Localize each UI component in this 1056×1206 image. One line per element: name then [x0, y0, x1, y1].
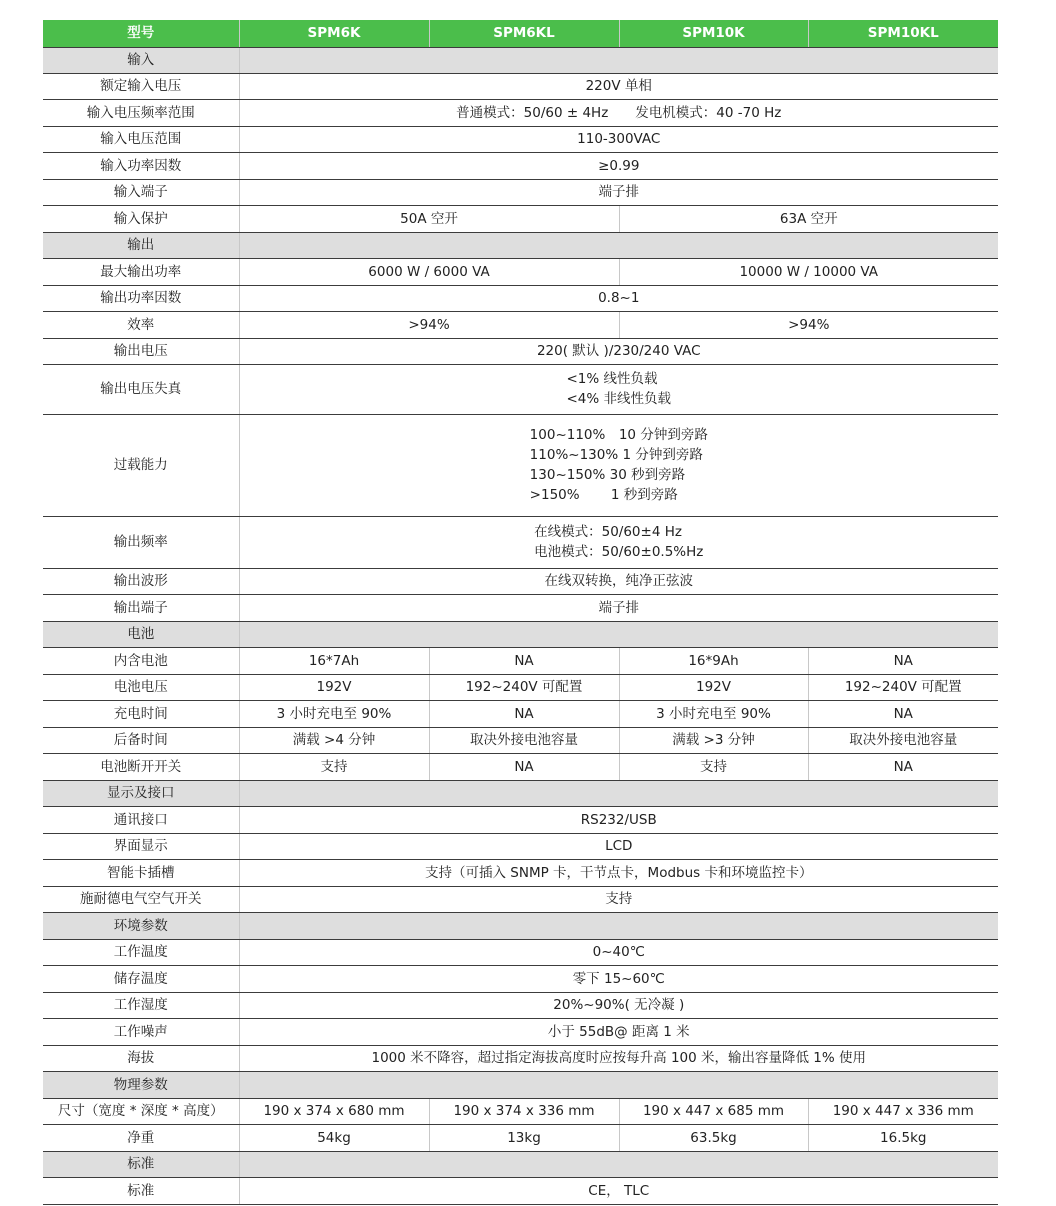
spec-row — [43, 727, 998, 753]
spec-value — [619, 674, 808, 700]
spec-value — [239, 594, 998, 621]
spec-value — [239, 1045, 998, 1071]
spec-value-line: 54kg — [317, 1129, 351, 1146]
spec-value — [239, 516, 998, 568]
spec-value — [239, 258, 619, 285]
spec-row — [43, 126, 998, 152]
spec-value-line: 63A 空开 — [779, 210, 838, 227]
spec-value-text — [244, 810, 995, 830]
section-title: 标准 — [43, 1151, 239, 1177]
spec-value — [239, 833, 998, 859]
spec-value — [808, 700, 998, 727]
spec-row — [43, 859, 998, 886]
spec-value-text — [624, 262, 995, 282]
spec-label: 输出频率 — [43, 516, 239, 568]
spec-value-line: 16*7Ah — [308, 652, 360, 669]
spec-value-text — [244, 288, 995, 308]
spec-value — [239, 364, 998, 414]
section-fill — [239, 912, 998, 939]
spec-value — [808, 674, 998, 700]
spec-value-text — [530, 425, 708, 505]
spec-label: 尺寸（宽度 * 深度 * 高度） — [43, 1098, 239, 1124]
spec-row — [43, 594, 998, 621]
spec-value-line: NA — [893, 758, 913, 775]
spec-value-text — [813, 1128, 995, 1148]
spec-value-text — [813, 757, 995, 777]
spec-value-line: NA — [514, 705, 534, 722]
spec-value-text — [244, 969, 995, 989]
spec-value — [619, 1124, 808, 1151]
spec-value-text — [244, 889, 995, 909]
spec-row — [43, 1124, 998, 1151]
spec-value-line: NA — [514, 758, 534, 775]
spec-label: 输入功率因数 — [43, 152, 239, 179]
spec-label: 通讯接口 — [43, 806, 239, 833]
spec-value — [239, 99, 998, 126]
section-fill — [239, 621, 998, 647]
spec-row — [43, 258, 998, 285]
spec-row — [43, 568, 998, 594]
spec-value-line: 110-300VAC — [577, 131, 661, 147]
spec-value-text — [244, 315, 615, 335]
spec-value-line: 端子排 — [598, 184, 639, 200]
spec-value-text — [244, 129, 995, 149]
spec-table-body — [43, 20, 998, 1204]
spec-value-text — [244, 863, 995, 883]
spec-value-line: 取决外接电池容量 — [470, 732, 578, 748]
section-fill — [239, 232, 998, 258]
spec-value-text — [624, 730, 804, 750]
spec-value-text — [813, 730, 995, 750]
spec-value-line: 63.5kg — [690, 1129, 737, 1146]
spec-label: 输入电压范围 — [43, 126, 239, 152]
spec-value-line: 满载 >4 分钟 — [292, 732, 376, 748]
spec-value-line: NA — [514, 652, 534, 669]
spec-row — [43, 516, 998, 568]
spec-value-line: <4% 非线性负载 — [566, 391, 672, 407]
section-fill — [239, 1071, 998, 1098]
spec-row — [43, 311, 998, 338]
spec-value-line: 190 x 447 x 336 mm — [832, 1103, 974, 1119]
spec-value-text — [244, 156, 995, 176]
spec-value-text — [624, 1128, 804, 1148]
spec-value — [239, 806, 998, 833]
section-title: 显示及接口 — [43, 780, 239, 806]
spec-value-line: 零下 15~60℃ — [572, 970, 665, 987]
spec-value-text — [244, 1022, 995, 1042]
spec-value — [239, 674, 429, 700]
spec-value-text — [244, 209, 615, 229]
spec-value-line: 小于 55dB@ 距离 1 米 — [547, 1023, 690, 1040]
spec-table — [43, 20, 998, 1205]
spec-value-line: 支持 — [320, 758, 348, 775]
header-model-label: 型号 — [43, 20, 239, 47]
spec-value-text — [244, 1181, 995, 1201]
spec-row — [43, 179, 998, 205]
spec-value-line: 满载 >3 分钟 — [672, 732, 755, 748]
spec-value-text — [624, 704, 804, 724]
spec-label: 工作湿度 — [43, 992, 239, 1018]
section-fill — [239, 780, 998, 806]
spec-label: 过载能力 — [43, 414, 239, 516]
spec-label: 智能卡插槽 — [43, 859, 239, 886]
spec-label: 标准 — [43, 1177, 239, 1204]
spec-label: 输出波形 — [43, 568, 239, 594]
spec-value-line: CE， TLC — [588, 1182, 650, 1199]
spec-row — [43, 1098, 998, 1124]
spec-value-line: >94% — [408, 316, 450, 333]
spec-value-line: 在线模式：50/60±4 Hz — [534, 524, 682, 540]
spec-value-text — [434, 1128, 615, 1148]
spec-label: 输出功率因数 — [43, 285, 239, 311]
spec-value — [619, 1098, 808, 1124]
spec-value — [429, 1098, 619, 1124]
spec-value — [239, 1177, 998, 1204]
spec-value — [239, 1098, 429, 1124]
spec-row — [43, 414, 998, 516]
spec-value — [619, 258, 998, 285]
spec-value-text — [434, 1101, 615, 1121]
spec-value-line: 0~40℃ — [592, 944, 645, 960]
spec-value-text — [813, 704, 995, 724]
spec-value-text — [244, 103, 995, 123]
spec-value-text — [813, 651, 995, 671]
spec-value-line: 取决外接电池容量 — [849, 732, 958, 748]
spec-value-line: 支持（可插入 SNMP 卡，干节点卡，Modbus 卡和环境监控卡） — [425, 864, 813, 881]
spec-value-line: 端子排 — [598, 599, 639, 616]
spec-value-line: 192~240V 可配置 — [465, 679, 583, 695]
spec-row — [43, 833, 998, 859]
spec-value — [239, 647, 429, 674]
section-row — [43, 780, 998, 806]
spec-value-text — [244, 571, 995, 591]
spec-value-line: 100~110% 10 分钟到旁路 — [529, 427, 708, 443]
section-row — [43, 47, 998, 73]
spec-value-line: 192V — [316, 679, 352, 695]
spec-row — [43, 99, 998, 126]
spec-value-text — [244, 651, 425, 671]
section-title: 物理参数 — [43, 1071, 239, 1098]
spec-value — [808, 1098, 998, 1124]
section-row — [43, 1151, 998, 1177]
spec-value — [239, 727, 429, 753]
spec-row — [43, 364, 998, 414]
spec-value-line: <1% 线性负载 — [566, 371, 658, 387]
spec-value — [239, 992, 998, 1018]
spec-value — [808, 647, 998, 674]
spec-value — [239, 886, 998, 912]
spec-label: 输出电压 — [43, 338, 239, 364]
spec-value-text — [624, 757, 804, 777]
section-fill — [239, 1151, 998, 1177]
spec-value-text — [244, 262, 615, 282]
header-spm10kl: SPM10KL — [808, 20, 998, 47]
spec-row — [43, 674, 998, 700]
spec-label: 海拔 — [43, 1045, 239, 1071]
section-row — [43, 232, 998, 258]
spec-value-text — [244, 1128, 425, 1148]
header-row — [43, 20, 998, 47]
spec-label: 充电时间 — [43, 700, 239, 727]
section-title: 电池 — [43, 621, 239, 647]
spec-value — [239, 700, 429, 727]
spec-label: 额定输入电压 — [43, 73, 239, 99]
section-row — [43, 621, 998, 647]
spec-value-text — [244, 76, 995, 96]
section-title: 环境参数 — [43, 912, 239, 939]
spec-value-line: 220V 单相 — [585, 78, 652, 94]
section-row — [43, 1071, 998, 1098]
spec-value-text — [244, 598, 995, 618]
spec-row — [43, 1018, 998, 1045]
spec-label: 净重 — [43, 1124, 239, 1151]
spec-value-line: NA — [893, 652, 913, 669]
spec-value-text — [244, 341, 995, 361]
spec-value — [239, 1124, 429, 1151]
spec-label: 输出端子 — [43, 594, 239, 621]
spec-value — [619, 647, 808, 674]
spec-label: 内含电池 — [43, 647, 239, 674]
spec-value-line: 192V — [695, 679, 731, 695]
spec-value — [239, 1018, 998, 1045]
spec-value-text — [434, 651, 615, 671]
spec-value-line: LCD — [605, 838, 633, 854]
spec-value-text — [244, 942, 995, 962]
spec-value-line: 支持 — [605, 891, 633, 907]
spec-value — [429, 647, 619, 674]
spec-value-line: 192~240V 可配置 — [844, 679, 962, 695]
spec-value — [239, 179, 998, 205]
spec-label: 最大输出功率 — [43, 258, 239, 285]
spec-value-text — [244, 182, 995, 202]
spec-label: 输入端子 — [43, 179, 239, 205]
spec-value — [808, 727, 998, 753]
spec-value-text — [624, 315, 995, 335]
spec-row — [43, 338, 998, 364]
spec-row — [43, 73, 998, 99]
spec-value-text — [244, 730, 425, 750]
spec-value — [239, 152, 998, 179]
spec-label: 输入保护 — [43, 205, 239, 232]
spec-value-line: 50A 空开 — [400, 210, 458, 227]
spec-value-line: 3 小时充电至 90% — [276, 705, 392, 722]
spec-value — [619, 205, 998, 232]
spec-row — [43, 992, 998, 1018]
spec-value-line: 10000 W / 10000 VA — [739, 263, 879, 280]
spec-value — [239, 285, 998, 311]
spec-value-text — [244, 1048, 995, 1068]
spec-value-text — [244, 704, 425, 724]
spec-value-line: 190 x 374 x 680 mm — [263, 1103, 405, 1119]
spec-value — [619, 727, 808, 753]
spec-value-line: 110%~130% 1 分钟到旁路 — [529, 447, 703, 463]
spec-label: 电池电压 — [43, 674, 239, 700]
spec-value-line: >94% — [788, 316, 830, 333]
spec-value-line: 190 x 447 x 685 mm — [642, 1103, 785, 1119]
spec-value-line: 6000 W / 6000 VA — [368, 263, 490, 280]
spec-row — [43, 205, 998, 232]
spec-value-line: 3 小时充电至 90% — [656, 705, 771, 722]
spec-value — [429, 727, 619, 753]
spec-row — [43, 1177, 998, 1204]
spec-value-line: 1000 米不降容，超过指定海拔高度时应按每升高 100 米，输出容量降低 1% 使用 — [371, 1050, 866, 1066]
spec-value-text — [244, 1101, 425, 1121]
spec-value-line: 16*9Ah — [688, 652, 739, 669]
spec-value-text — [624, 651, 804, 671]
spec-row — [43, 1045, 998, 1071]
spec-value — [808, 1124, 998, 1151]
spec-value — [239, 414, 998, 516]
spec-label: 效率 — [43, 311, 239, 338]
spec-value-line: 130~150% 30 秒到旁路 — [529, 467, 686, 483]
spec-value — [239, 311, 619, 338]
spec-value-text — [434, 677, 615, 697]
spec-value-line: RS232/USB — [580, 811, 657, 828]
spec-value-line: 13kg — [507, 1129, 541, 1146]
spec-value — [429, 700, 619, 727]
spec-value-text — [244, 995, 995, 1015]
spec-value-text — [624, 209, 995, 229]
spec-value-text — [624, 677, 804, 697]
section-fill — [239, 47, 998, 73]
spec-value — [239, 338, 998, 364]
spec-value-text — [813, 1101, 995, 1121]
spec-row — [43, 886, 998, 912]
spec-value-line: 20%~90%( 无冷凝 ) — [553, 997, 685, 1013]
spec-label: 后备时间 — [43, 727, 239, 753]
spec-value-text — [813, 677, 995, 697]
spec-value — [239, 568, 998, 594]
spec-value — [429, 753, 619, 780]
header-spm10k: SPM10K — [619, 20, 808, 47]
spec-value — [619, 700, 808, 727]
spec-value-line: ≥0.99 — [598, 157, 640, 174]
spec-value-line: 0.8~1 — [598, 290, 640, 306]
spec-value — [239, 859, 998, 886]
spec-value-text — [434, 757, 615, 777]
spec-value — [239, 205, 619, 232]
spec-label: 工作温度 — [43, 939, 239, 965]
spec-value-line: 电池模式：50/60±0.5%Hz — [534, 544, 704, 560]
spec-row — [43, 647, 998, 674]
spec-value-text — [434, 704, 615, 724]
spec-label: 电池断开开关 — [43, 753, 239, 780]
spec-value-line: 支持 — [700, 758, 727, 775]
spec-value-text — [244, 677, 425, 697]
spec-value — [239, 73, 998, 99]
spec-value — [429, 1124, 619, 1151]
spec-value-line: 16.5kg — [880, 1129, 927, 1146]
spec-row — [43, 152, 998, 179]
spec-value — [239, 126, 998, 152]
spec-row — [43, 806, 998, 833]
spec-value-line: >150% 1 秒到旁路 — [529, 487, 678, 503]
spec-value-text — [434, 730, 615, 750]
spec-value-line: 在线双转换，纯净正弦波 — [544, 573, 693, 589]
spec-label: 储存温度 — [43, 965, 239, 992]
spec-value-line: 220( 默认 )/230/240 VAC — [536, 343, 701, 359]
spec-value — [808, 753, 998, 780]
spec-value — [239, 753, 429, 780]
header-spm6k: SPM6K — [239, 20, 429, 47]
spec-value-text — [244, 757, 425, 777]
spec-label: 施耐德电气空气开关 — [43, 886, 239, 912]
spec-label: 工作噪声 — [43, 1018, 239, 1045]
section-title: 输入 — [43, 47, 239, 73]
spec-row — [43, 939, 998, 965]
spec-label: 界面显示 — [43, 833, 239, 859]
spec-row — [43, 285, 998, 311]
spec-value-line: NA — [893, 705, 913, 722]
spec-row — [43, 965, 998, 992]
spec-value — [619, 311, 998, 338]
section-row — [43, 912, 998, 939]
spec-value — [239, 965, 998, 992]
header-spm6kl: SPM6KL — [429, 20, 619, 47]
spec-value-line: 190 x 374 x 336 mm — [453, 1103, 595, 1119]
spec-row — [43, 700, 998, 727]
spec-row — [43, 753, 998, 780]
spec-value-text — [566, 369, 671, 409]
spec-value-text — [534, 522, 703, 562]
spec-value-text — [624, 1101, 804, 1121]
section-title: 输出 — [43, 232, 239, 258]
spec-value — [619, 753, 808, 780]
spec-value-line: 普通模式：50/60 ± 4Hz 发电机模式：40 -70 Hz — [456, 104, 782, 121]
spec-value-text — [244, 836, 995, 856]
spec-value — [239, 939, 998, 965]
spec-label: 输出电压失真 — [43, 364, 239, 414]
spec-value — [429, 674, 619, 700]
spec-label: 输入电压频率范围 — [43, 99, 239, 126]
